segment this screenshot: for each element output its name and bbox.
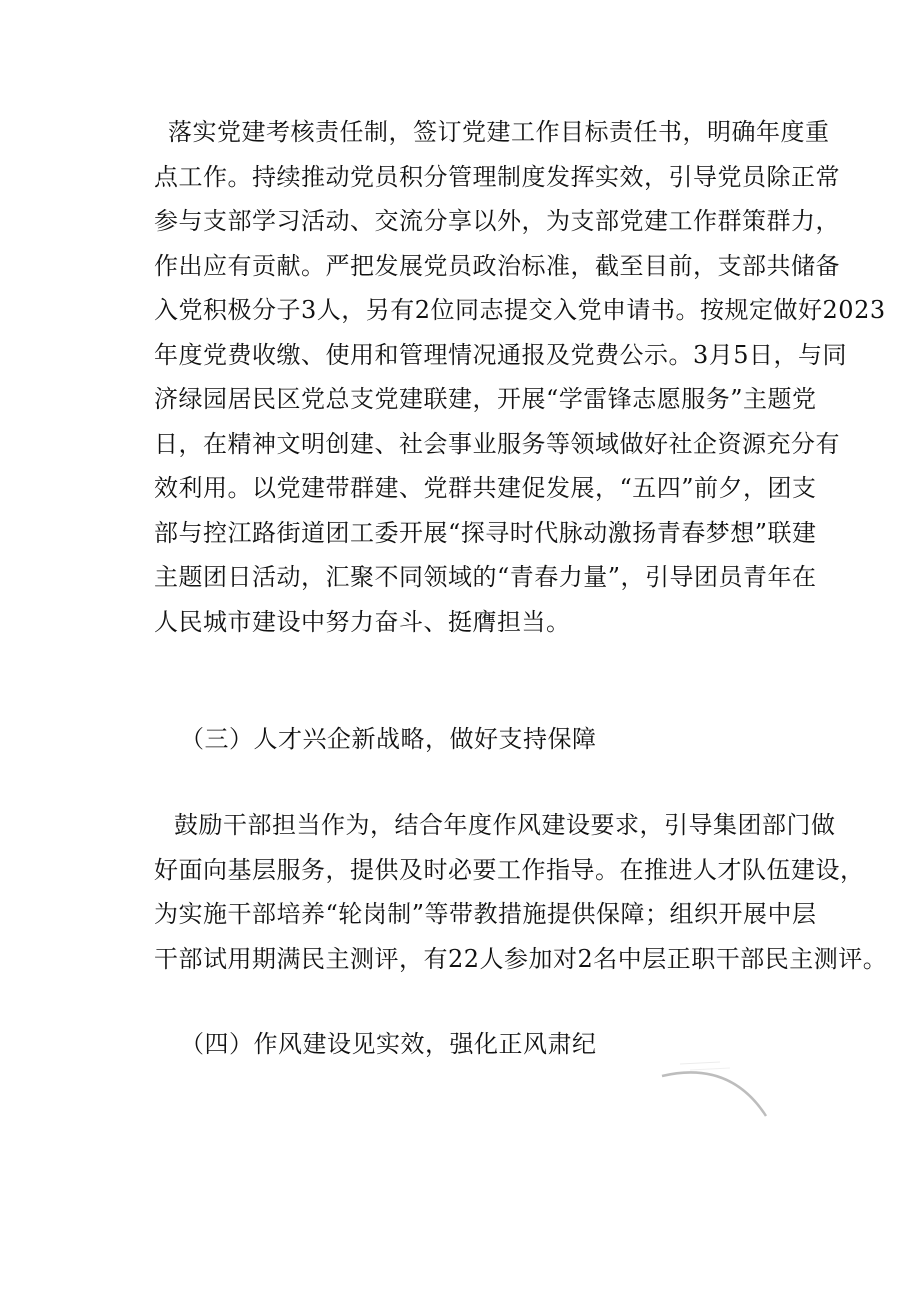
paragraph-line: 落实党建考核责任制，签订党建工作目标责任书，明确年度重 [168, 118, 830, 146]
paragraph-line: 干部试用期满民主测评，有22人参加对2名中层正职干部民主测评。 [154, 944, 888, 973]
section-2-paragraph [154, 110, 886, 644]
paragraph-line: 入党积极分子3人，另有2位同志提交入党申请书。按规定做好2023 [154, 296, 886, 324]
paragraph-line: 效利用。以党建带群建、党群共建促发展，“五四”前夕，团支 [154, 474, 817, 502]
paragraph-line: 济绿园居民区党总支党建联建，开展“学雷锋志愿服务”主题党 [154, 385, 817, 413]
section-4-heading: （四）作风建设见实效，强化正风肃纪 [180, 1030, 597, 1058]
paragraph-line: 鼓励干部担当作为，结合年度作风建设要求，引导集团部门做 [174, 811, 836, 839]
paragraph-line: 人民城市建设中努力奋斗、挺膺担当。 [154, 607, 571, 636]
paragraph-line: 主题团日活动，汇聚不同领域的“青春力量”，引导团员青年在 [154, 563, 817, 591]
paragraph-line: 为实施干部培养“轮岗制”等带教措施提供保障；组织开展中层 [154, 900, 817, 928]
paragraph-line: 作出应有贡献。严把发展党员政治标准，截至目前，支部共储备 [154, 251, 840, 280]
paragraph-line: 部与控江路街道团工委开展“探寻时代脉动激扬青春梦想”联建 [154, 518, 817, 547]
paragraph-line: 年度党费收缴、使用和管理情况通报及党费公示。3月5日，与同 [154, 340, 848, 369]
section-3-paragraph [154, 803, 888, 981]
paragraph-line: 点工作。持续推动党员积分管理制度发挥实效，引导党员除正常 [154, 162, 840, 191]
paragraph-line: 参与支部学习活动、交流分享以外，为支部党建工作群策群力， [154, 207, 840, 235]
section-3-heading: （三）人才兴企新战略，做好支持保障 [180, 725, 597, 753]
decorative-arc-mark [650, 1050, 780, 1130]
paragraph-line: 日，在精神文明创建、社会事业服务等领域做好社企资源充分有 [154, 429, 840, 458]
paragraph-line: 好面向基层服务，提供及时必要工作指导。在推进人才队伍建设， [154, 855, 865, 884]
